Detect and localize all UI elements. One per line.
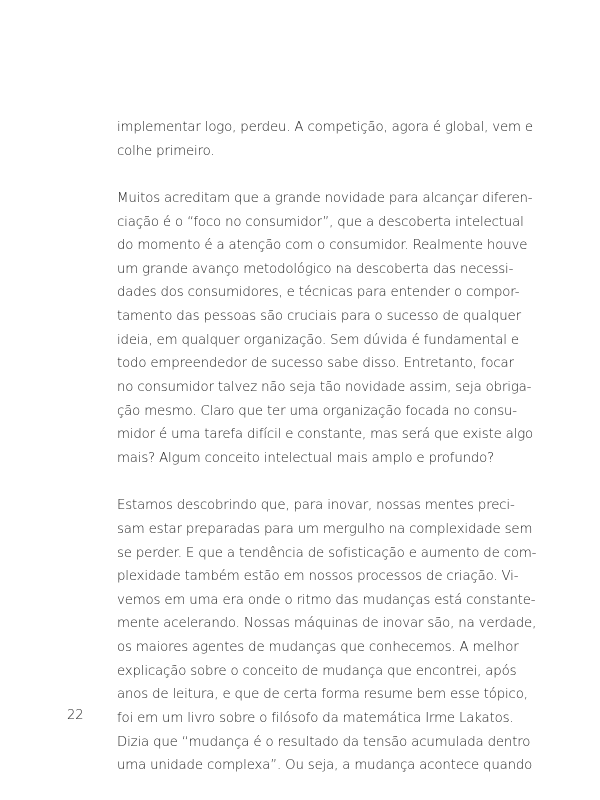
text-line: vemos em uma era onde o ritmo das mudanças está constante- <box>117 592 536 608</box>
page-number: 22 <box>67 708 84 723</box>
text-line: implementar logo, perdeu. A competição, agora é global, vem e <box>117 120 533 135</box>
text-line: mente acelerando. Nossas máquinas de inovar são, na verdade, <box>117 616 537 632</box>
text-line: uma unidade complexa”. Ou seja, a mudança acontece quando <box>117 758 533 774</box>
paragraph-gap <box>117 471 513 495</box>
text-line: ção mesmo. Claro que ter uma organização focada no consu- <box>117 403 517 419</box>
body-text <box>117 116 537 778</box>
paragraph-gap <box>117 163 513 187</box>
text-line: um grande avanço metodológico na descoberta das necessi- <box>117 261 514 277</box>
text-line: foi em um livro sobre o filósofo da matemática Irme Lakatos. <box>117 711 514 727</box>
text-line: Muitos acreditam que a grande novidade para alcançar diferen- <box>117 190 533 206</box>
text-line: todo empreendedor de sucesso sabe disso. Entretanto, focar <box>117 356 514 372</box>
text-line: Dizia que “mudança é o resultado da tensão acumulada dentro <box>117 734 531 750</box>
text-line: os maiores agentes de mudanças que conhecemos. A melhor <box>117 640 519 656</box>
text-line: midor é uma tarefa difícil e constante, mas será que existe algo <box>117 427 534 443</box>
text-line: sam estar preparadas para um mergulho na complexidade sem <box>117 521 533 537</box>
paragraph <box>117 116 533 163</box>
paragraph <box>117 187 534 471</box>
text-line: ciação é o “foco no consumidor”, que a descoberta intelectual <box>117 214 524 230</box>
text-line: ideia, em qualquer organização. Sem dúvida é fundamental e <box>117 332 519 348</box>
text-line: anos de leitura, e que de certa forma resume bem esse tópico, <box>117 687 528 703</box>
text-line: plexidade também estão em nossos processos de criação. Vi- <box>117 569 519 585</box>
text-line: explicação sobre o conceito de mudança que encontrei, após <box>117 663 517 679</box>
text-line: mais? Algum conceito intelectual mais amplo e profundo? <box>117 450 495 466</box>
text-line: no consumidor talvez não seja tão novidade assim, seja obriga- <box>117 380 532 396</box>
text-line: do momento é a atenção com o consumidor. Realmente houve <box>117 238 528 254</box>
text-line: dades dos consumidores, e técnicas para entender o compor- <box>117 285 520 301</box>
paragraph <box>117 494 537 778</box>
text-line: colhe primeiro. <box>117 143 215 159</box>
text-line: tamento das pessoas são cruciais para o sucesso de qualquer <box>117 309 521 325</box>
text-line: Estamos descobrindo que, para inovar, nossas mentes preci- <box>117 498 515 514</box>
text-line: se perder. E que a tendência de sofisticação e aumento de com- <box>117 545 537 561</box>
